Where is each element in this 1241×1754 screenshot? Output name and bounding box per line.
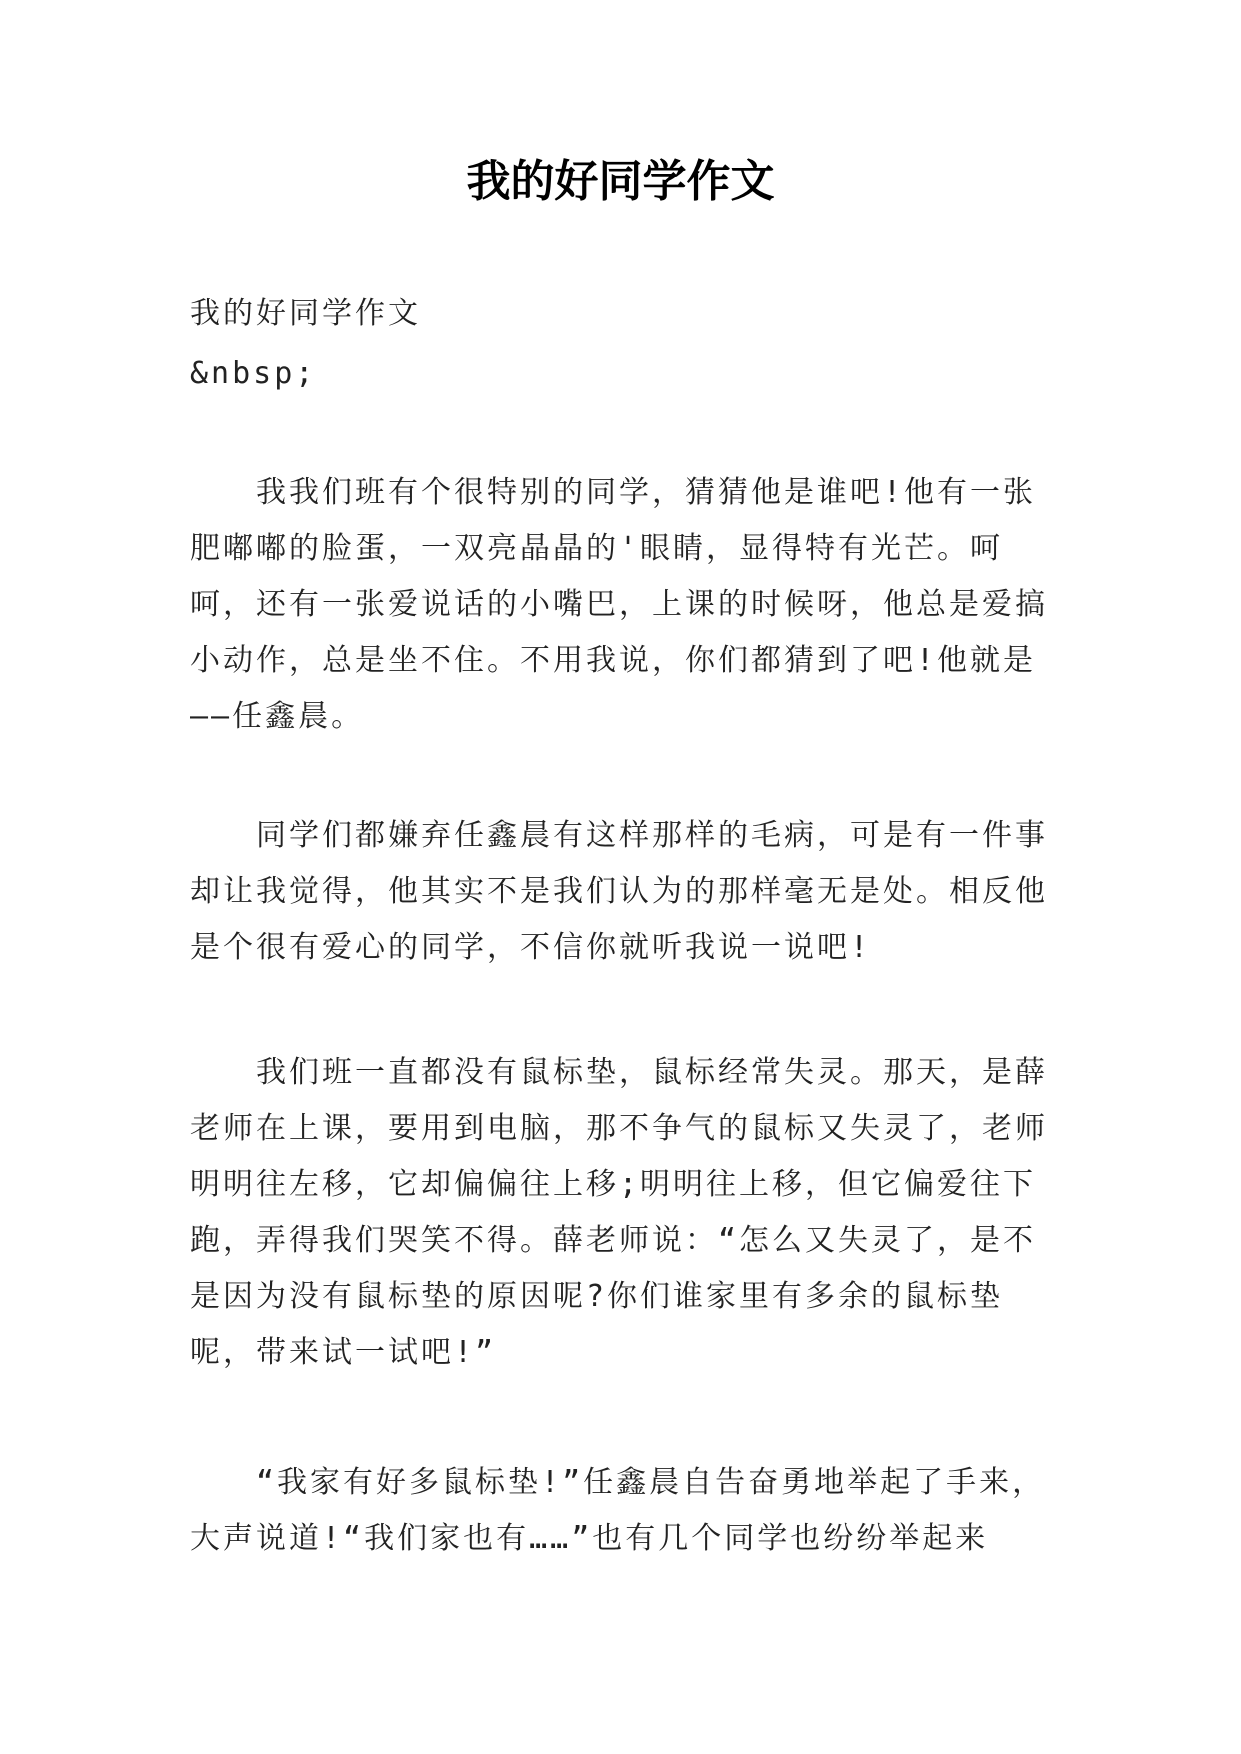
paragraph-3: 我们班一直都没有鼠标垫，鼠标经常失灵。那天，是薛老师在上课，要用到电脑，那不争气的鼠标又失灵了，老师明明往左移，它却偏偏往上移;明明往上移，但它偏爱往下跑，弄得我们哭笑不得。薛老师说：“怎么又失灵了，是不是因为没有鼠标垫的原因呢?你们谁家里有多余的鼠标垫呢，带来试一试吧!” xyxy=(190,1055,1048,1370)
paragraph-4: “我家有好多鼠标垫!”任鑫晨自告奋勇地举起了手来，大声说道!“我们家也有……”也有几个同学也纷纷举起来 xyxy=(190,1465,1046,1556)
paragraph-1: 我我们班有个很特别的同学，猜猜他是谁吧!他有一张肥嘟嘟的脸蛋，一双亮晶晶的'眼睛，显得特有光芒。呵呵，还有一张爱说话的小嘴巴，上课的时候呀，他总是爱搞小动作，总是坐不住。不用我说，你们都猜到了吧!他就是——任鑫晨。 xyxy=(190,475,1048,734)
document-title: 我的好同学作文 xyxy=(466,156,775,207)
paragraph-2: 同学们都嫌弃任鑫晨有这样那样的毛病，可是有一件事却让我觉得，他其实不是我们认为的那样毫无是处。相反他是个很有爱心的同学，不信你就听我说一说吧! xyxy=(190,818,1048,965)
document-subtitle: 我的好同学作文 xyxy=(190,296,421,331)
placeholder-entity-text: &nbsp; xyxy=(190,356,317,391)
